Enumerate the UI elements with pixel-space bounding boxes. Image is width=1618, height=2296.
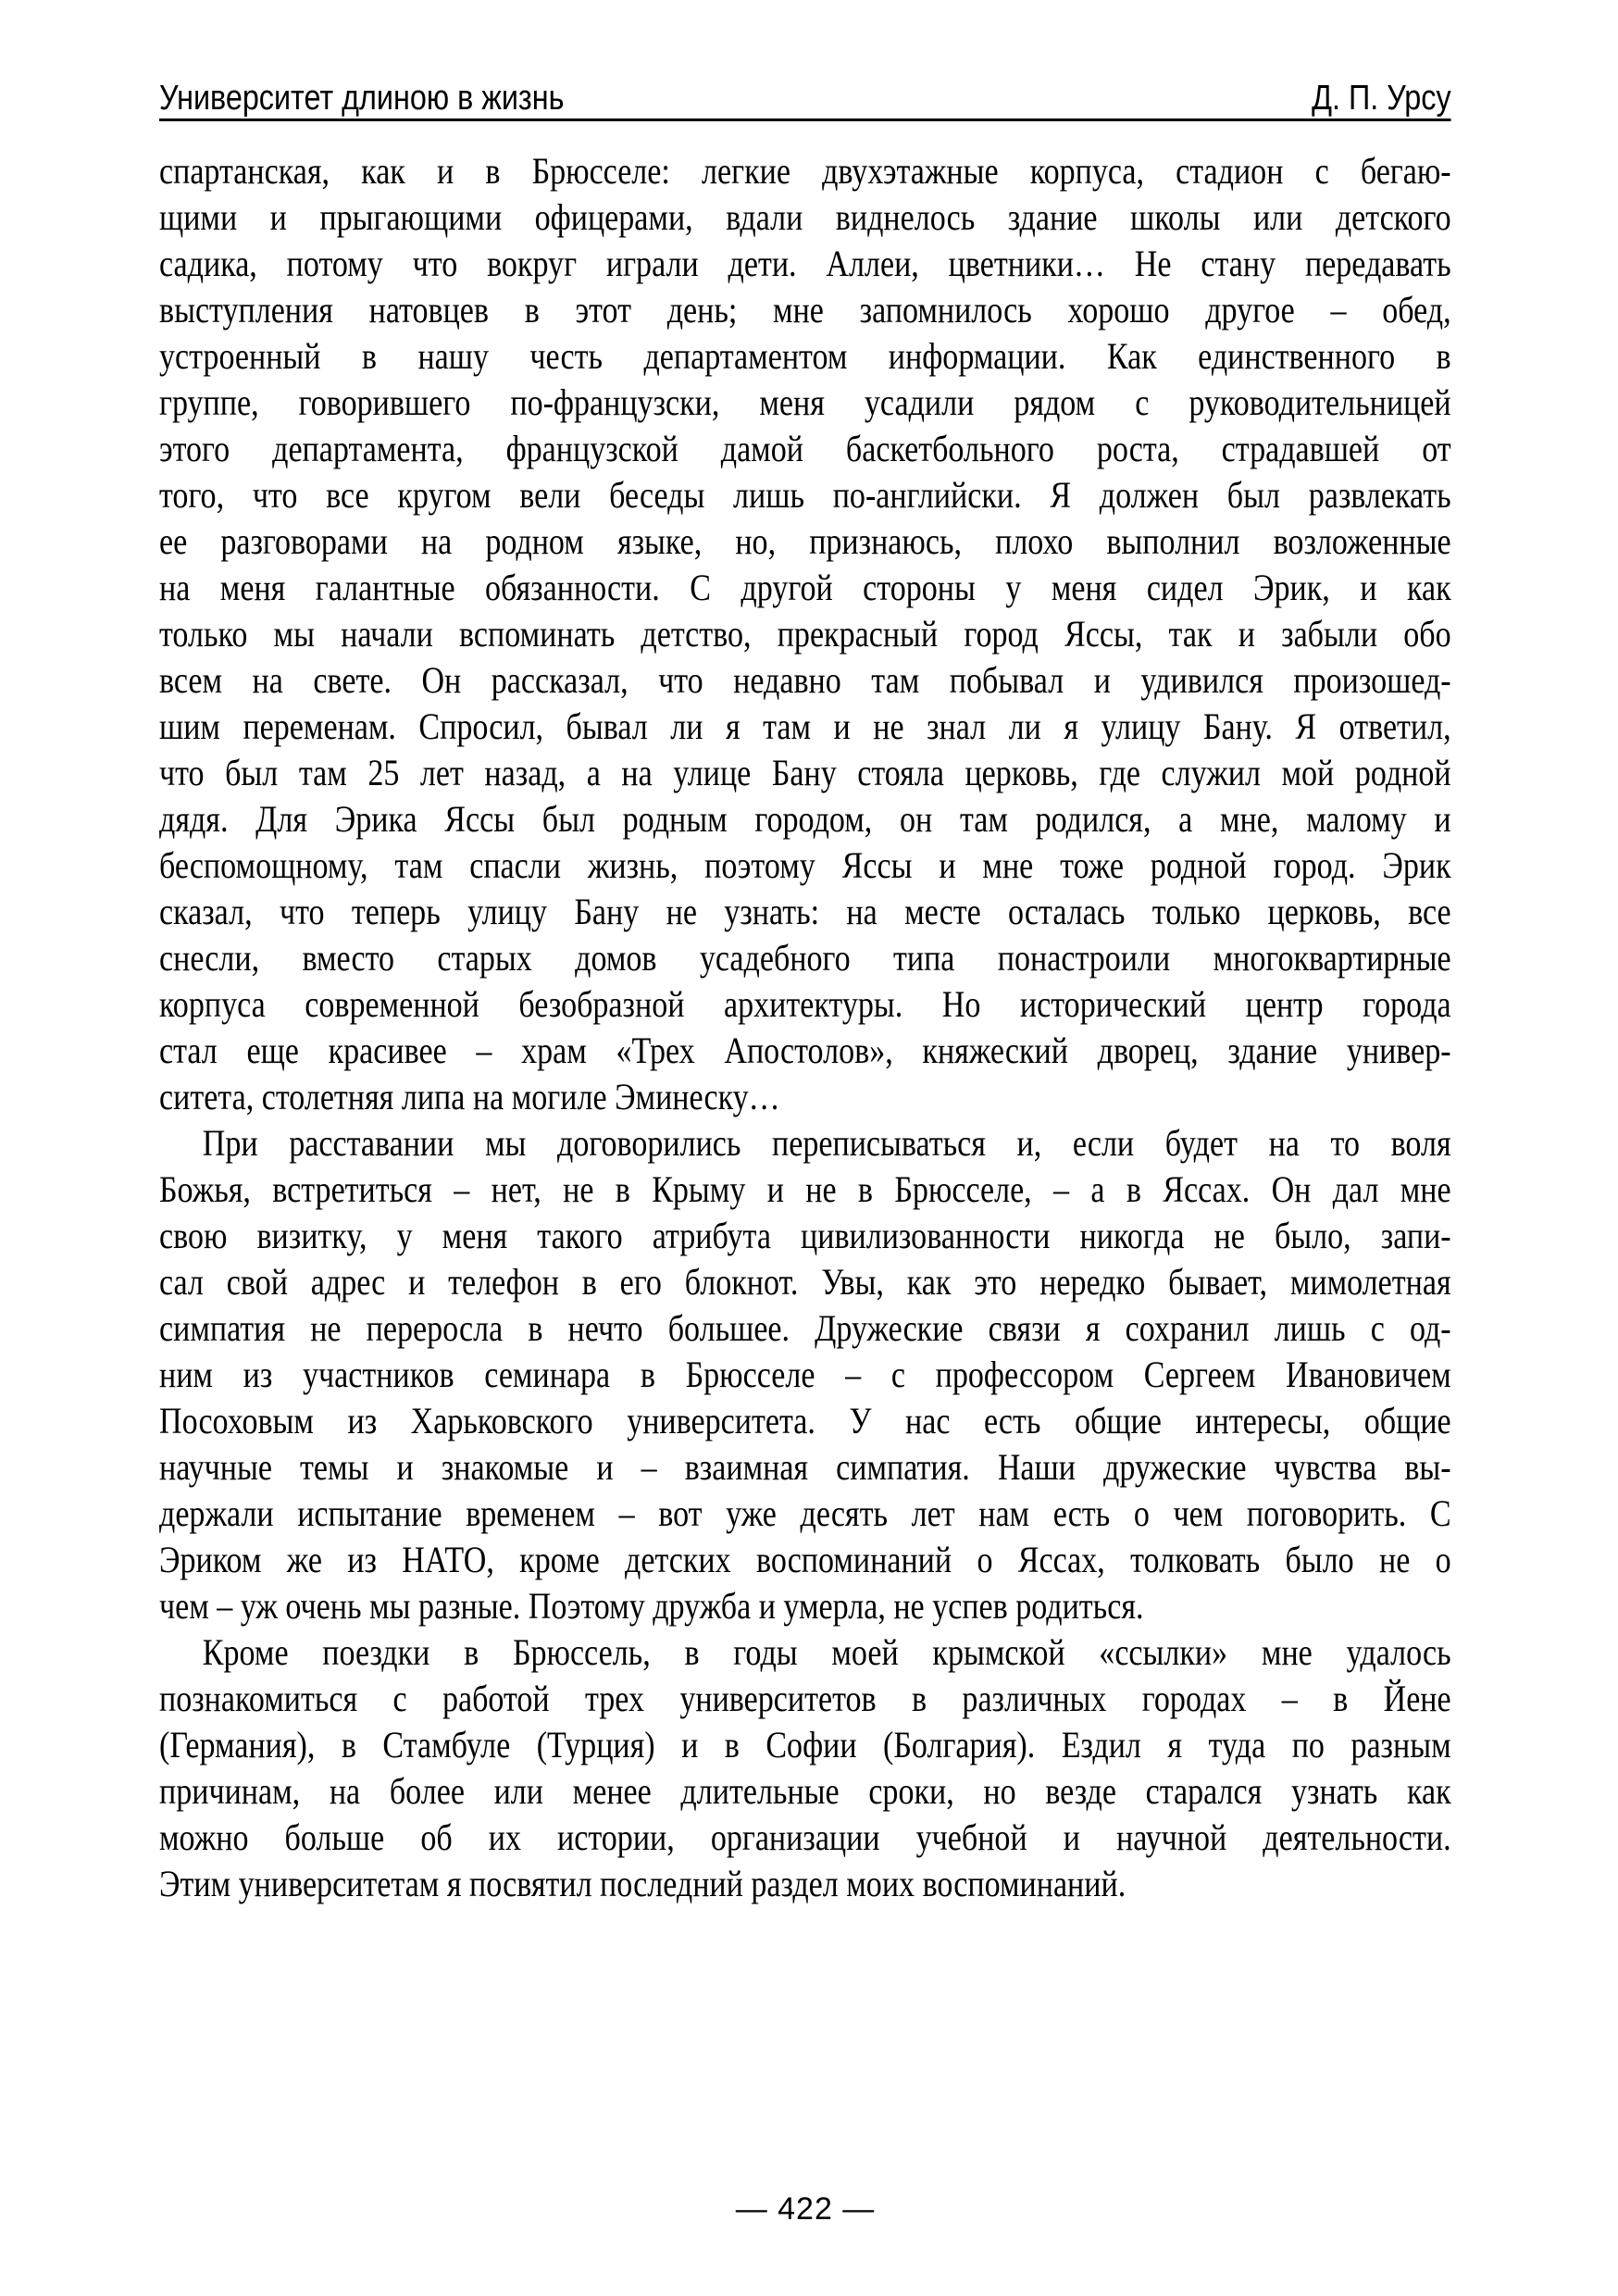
page-number: — 422 — bbox=[735, 2191, 876, 2227]
text-line: беспомощному, там спасли жизнь, поэтому Яссы и мне тоже родной город. Эрик bbox=[159, 844, 1451, 886]
text-line: на меня галантные обязанности. С другой стороны у меня сидел Эрик, и как bbox=[159, 567, 1451, 608]
text-line: стал еще красивее – храм «Трех Апостолов», княжеский дворец, здание универ- bbox=[159, 1029, 1451, 1071]
text-line: чем – уж очень мы разные. Поэтому дружба и умерла, не успев родиться. bbox=[159, 1585, 1144, 1627]
text-line: садика, потому что вокруг играли дети. Аллеи, цветники… Не стану передавать bbox=[159, 243, 1451, 284]
text-line: свою визитку, у меня такого атрибута цивилизованности никогда не было, запи- bbox=[159, 1215, 1451, 1256]
text-line: всем на свете. Он рассказал, что недавно там побывал и удивился произошед- bbox=[159, 659, 1451, 701]
text-line: ситета, столетняя липа на могиле Эминеску… bbox=[159, 1076, 780, 1117]
page-header bbox=[159, 80, 1451, 117]
text-line: сал свой адрес и телефон в его блокнот. Увы, как это нередко бывает, мимолетная bbox=[159, 1261, 1451, 1303]
text-line: что был там 25 лет назад, а на улице Бану стояла церковь, где служил мой родной bbox=[159, 752, 1451, 793]
text-line: Посоховым из Харьковского университета. У нас есть общие интересы, общие bbox=[159, 1400, 1451, 1441]
text-line: выступления натовцев в этот день; мне запомнилось хорошо другое – обед, bbox=[159, 289, 1451, 331]
text-line: этого департамента, французской дамой баскетбольного роста, страдавшей от bbox=[159, 428, 1451, 469]
text-line: держали испытание временем – вот уже десять лет нам есть о чем поговорить. С bbox=[159, 1492, 1451, 1534]
text-line: группе, говорившего по-французски, меня усадили рядом с руководительницей bbox=[159, 381, 1451, 423]
running-title: Университет длиною в жизнь bbox=[159, 79, 565, 118]
text-line: только мы начали вспоминать детство, прекрасный город Яссы, так и забыли обо bbox=[159, 613, 1451, 655]
text-line: ее разговорами на родном языке, но, признаюсь, плохо выполнил возложенные bbox=[159, 520, 1451, 562]
header-rule bbox=[159, 119, 1451, 121]
text-line: устроенный в нашу честь департаментом информации. Как единственного в bbox=[159, 335, 1451, 377]
text-line: причинам, на более или менее длительные сроки, но везде старался узнать как bbox=[159, 1770, 1451, 1812]
text-line: можно больше об их истории, организации учебной и научной деятельности. bbox=[159, 1816, 1451, 1858]
text-line: спартанская, как и в Брюсселе: легкие двухэтажные корпуса, стадион с бегаю- bbox=[159, 150, 1451, 192]
text-line: познакомиться с работой трех университетов в различных городах – в Йене bbox=[159, 1678, 1451, 1719]
text-line: корпуса современной безобразной архитектуры. Но исторический центр города bbox=[159, 983, 1451, 1025]
text-line: шим переменам. Спросил, бывал ли я там и не знал ли я улицу Бану. Я ответил, bbox=[159, 705, 1451, 747]
text-line: научные темы и знакомые и – взаимная симпатия. Наши дружеские чувства вы- bbox=[159, 1446, 1451, 1488]
paragraph bbox=[159, 1629, 1451, 1907]
page-footer bbox=[159, 2190, 1451, 2227]
author-name: Д. П. Урсу bbox=[1312, 79, 1451, 118]
text-line: щими и прыгающими офицерами, вдали виднелось здание школы или детского bbox=[159, 196, 1451, 238]
text-line: При расставании мы договорились переписываться и, если будет на то воля bbox=[202, 1122, 1451, 1164]
text-line: снесли, вместо старых домов усадебного типа понастроили многоквартирные bbox=[159, 937, 1451, 979]
body-text bbox=[159, 148, 1451, 1907]
text-line: сказал, что теперь улицу Бану не узнать: на месте осталась только церковь, все bbox=[159, 891, 1451, 932]
text-line: ним из участников семинара в Брюсселе – с профессором Сергеем Ивановичем bbox=[159, 1354, 1451, 1395]
text-line: симпатия не переросла в нечто большее. Дружеские связи я сохранил лишь с од- bbox=[159, 1307, 1451, 1349]
text-line: Божья, встретиться – нет, не в Крыму и не в Брюсселе, – а в Яссах. Он дал мне bbox=[159, 1168, 1451, 1210]
paragraph bbox=[159, 1120, 1451, 1629]
text-line: Этим университетам я посвятил последний раздел моих воспоминаний. bbox=[159, 1863, 1126, 1904]
text-line: Кроме поездки в Брюссель, в годы моей крымской «ссылки» мне удалось bbox=[202, 1631, 1451, 1673]
text-line: того, что все кругом вели беседы лишь по-английски. Я должен был развлекать bbox=[159, 474, 1451, 516]
paragraph bbox=[159, 148, 1451, 1120]
text-line: (Германия), в Стамбуле (Турция) и в Софии (Болгария). Ездил я туда по разным bbox=[159, 1724, 1451, 1766]
text-line: Эриком же из НАТО, кроме детских воспоминаний о Яссах, толковать было не о bbox=[159, 1539, 1451, 1580]
text-line: дядя. Для Эрика Яссы был родным городом, он там родился, а мне, малому и bbox=[159, 798, 1451, 840]
